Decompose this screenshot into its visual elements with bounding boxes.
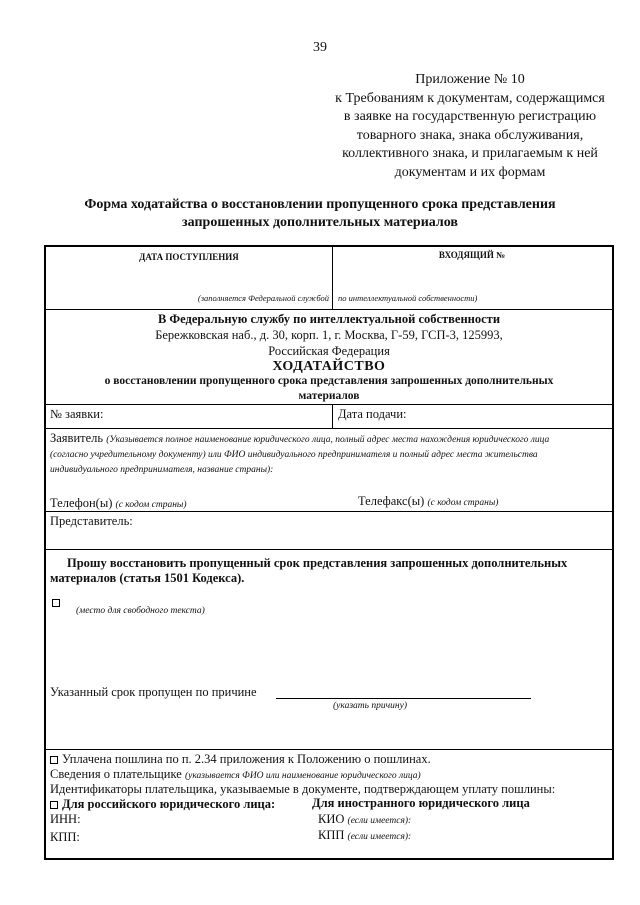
reason-input-line[interactable] [276, 698, 531, 699]
document-title: Форма ходатайства о восстановлении пропущенного срока представления запрошенных дополнительных материалов [84, 197, 556, 230]
kio-field[interactable]: КИО (если имеется): [318, 812, 412, 826]
representative-field[interactable]: Представитель: [50, 514, 133, 528]
fill-note-right: по интеллектуальной собственности) [338, 293, 478, 303]
appendix-line: документам и их формам [394, 164, 546, 180]
addressee-title: В Федеральную службу по интеллектуальной собственности [157, 312, 501, 326]
fax-field[interactable]: Телефакс(ы) (с кодом страны) [358, 494, 499, 508]
kpp-foreign-field[interactable]: КПП (если имеется): [318, 828, 412, 842]
free-text-area[interactable]: (место для свободного текста) [76, 606, 205, 616]
payer-info-field[interactable]: Сведения о плательщике (указывается ФИО или наименование юридического лица) [50, 767, 421, 781]
filing-date-field[interactable]: Дата подачи: [338, 407, 407, 421]
applicant-note: (Указывается полное наименование юридического лица, полный адрес места нахождения юридического лица [106, 435, 550, 445]
fill-note-left: (заполняется Федеральной службой [197, 293, 329, 303]
request-text: Прошу восстановить пропущенный срок представления запрошенных дополнительных [67, 556, 568, 570]
reason-label: Указанный срок пропущен по причине [50, 685, 257, 699]
applicant-label: Заявитель [50, 431, 104, 445]
appendix-line: коллективного знака, и прилагаемым к ней [342, 146, 598, 162]
application-no-field[interactable]: № заявки: [50, 407, 104, 421]
addressee-country: Российская Федерация [268, 344, 390, 358]
appendix-title: Приложение № 10 [415, 72, 525, 87]
applicant-section[interactable]: Заявитель (Указывается полное наименование юридического лица, полный адрес места нахождения юридического лица (согласно учредительному документу) или ФИО индивидуального предпринимателя и полный адрес места жительства индивидуального предпринимателя, название страны): [50, 431, 550, 475]
page-number: 39 [313, 40, 327, 55]
incoming-no-label: ВХОДЯЩИЙ № [438, 250, 506, 260]
appendix-header [300, 71, 640, 183]
appendix-line: в заявке на государственную регистрацию [343, 109, 597, 125]
petition-subtitle: о восстановлении пропущенного срока представления запрошенных дополнительных материалов [104, 375, 554, 402]
appendix-line: товарного знака, знака обслуживания, [356, 127, 584, 143]
addressee-address: Бережковская наб., д. 30, корп. 1, г. Москва, Г-59, ГСП-3, 125993, [155, 328, 503, 342]
date-received-label: ДАТА ПОСТУПЛЕНИЯ [139, 252, 239, 262]
fee-paid-checkbox[interactable]: Уплачена пошлина по п. 2.34 приложения к Положению о пошлинах. [50, 752, 612, 767]
foreign-entity-label: Для иностранного юридического лица [312, 796, 530, 810]
inn-field[interactable]: ИНН: [50, 812, 81, 826]
payer-identifiers-label: Идентификаторы плательщика, указываемые в документе, подтверждающем уплату пошлины: [50, 782, 556, 796]
petition-form: ДАТА ПОСТУПЛЕНИЯ ВХОДЯЩИЙ № (заполняется Федеральной службой по интеллектуальной собственности) В Федеральную службу по интеллектуальной собственности Бережковская наб., д. 30, корп. 1, г. Москва, Г-59, ГСП-3, 125993, Российская Федерация ХОДАТАЙСТВО о восстановлении пропущенного срока представления запрошенных дополнительных материалов № заявки: Дата подачи: Заявитель (Указывается полное наименование юридического лица, полный адрес места нахождения юридического лица (согласно учредительному документу) или ФИО индивидуального предпринимателя и полный адрес места жительства индивидуального предпринимателя, название страны): Телефон(ы) (с кодом страны) Телефакс(ы) (с кодом страны) Представитель: Прошу восстановить пропущенный срок представления запрошенных дополнительных материалов (статья 1501 Кодекса). (место для свободного текста) Указанный срок пропущен по причине (указать причину) Уплачена пошлина по п. 2.34 приложения к Положению о пошлинах. Сведения о плательщике (указывается ФИО или наименование юридического лица) Идентификаторы плательщика, указываемые в документе, подтверждающем уплату пошлины: Для российского юридического лица: Для иностранного юридического лица ИНН: КИО (если имеется): КПП: КПП (если имеется): [44, 245, 614, 860]
phone-field[interactable]: Телефон(ы) (с кодом страны) [50, 496, 187, 510]
reason-note: (указать причину) [333, 701, 407, 711]
kpp-field[interactable]: КПП: [50, 830, 80, 844]
russian-entity-checkbox[interactable]: Для российского юридического лица: [50, 797, 612, 812]
appendix-line: к Требованиям к документам, содержащимся [335, 90, 605, 106]
addressee-block [46, 311, 612, 359]
petition-heading: ХОДАТАЙСТВО [272, 359, 386, 374]
